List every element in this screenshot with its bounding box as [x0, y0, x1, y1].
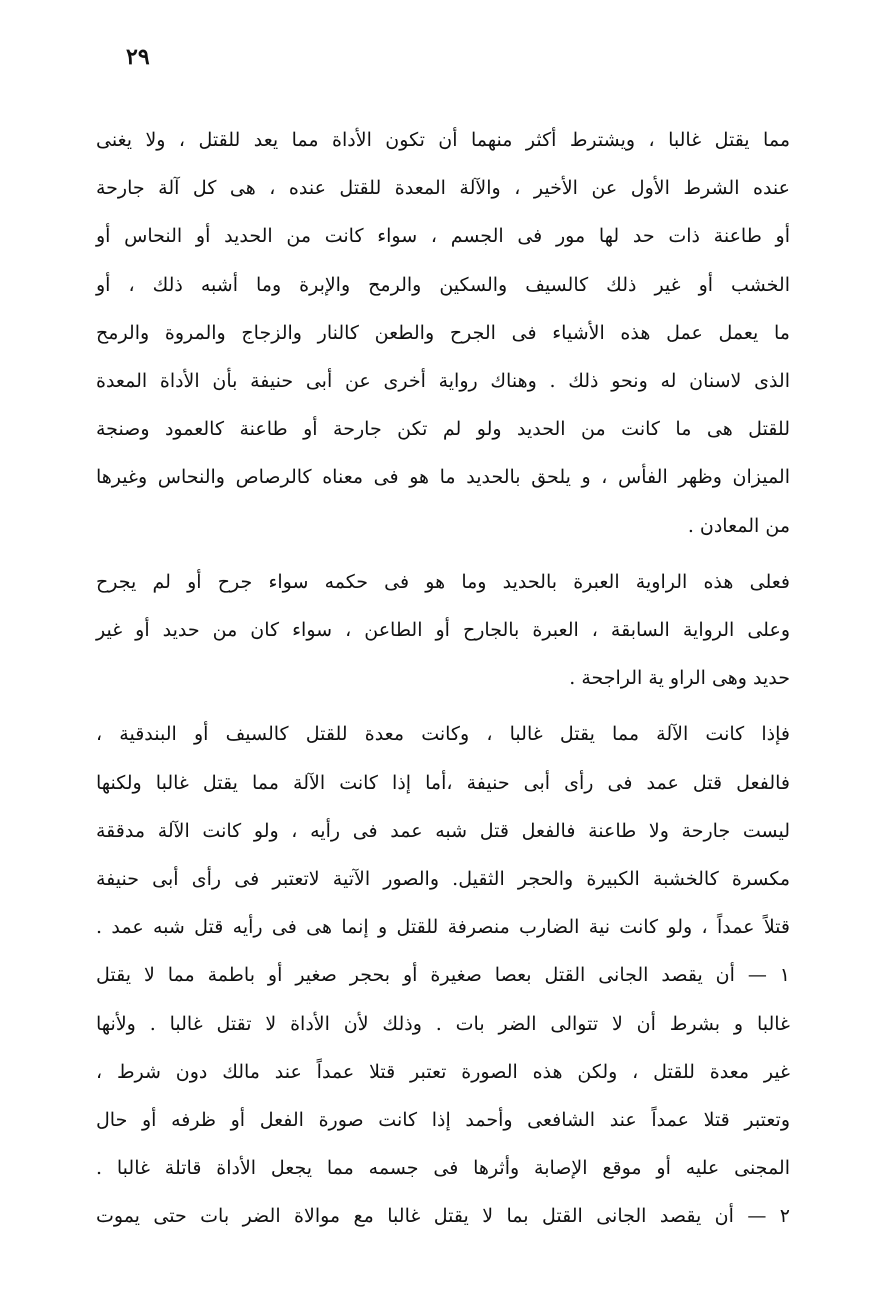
body-text [96, 116, 790, 1241]
page-number: ٢٩ [126, 44, 150, 70]
text-line: للقتل هى ما كانت من الحديد ولو لم تكن جارحة أو طاعنة كالعمود وصنجة [96, 418, 790, 441]
text-line: غالبا و بشرط أن لا تتوالى الضر بات . وذلك لأن الأداة لا تقتل غالبا . ولأنها [96, 1012, 790, 1035]
text-line: أو طاعنة ذات حد لها مور فى الجسم ، سواء كانت من الحديد أو النحاس أو [96, 225, 790, 248]
text-line: ٢ — أن يقصد الجانى القتل بما لا يقتل غالبا مع موالاة الضر بات حتى يموت [96, 1205, 790, 1228]
paragraph-3 [96, 710, 790, 951]
text-line: ١ — أن يقصد الجانى القتل بعصا صغيرة أو بحجر صغير أو باطمة مما لا يقتل [96, 964, 790, 987]
text-line: ليست جارحة ولا طاعنة فالفعل قتل شبه عمد فى رأيه ، ولو كانت الآلة مدققة [96, 819, 790, 842]
text-line: المجنى عليه أو موقع الإصابة وأثرها فى جسمه مما يجعل الأداة قاتلة غالبا . [96, 1157, 790, 1180]
text-line: الميزان وظهر الفأس ، و يلحق بالحديد ما هو فى معناه كالرصاص والنحاس وغيرها [96, 466, 790, 489]
text-line: من المعادن . [687, 514, 790, 537]
text-line: مما يقتل غالبا ، ويشترط أكثر منهما أن تكون الأداة مما يعد للقتل ، ولا يغنى [96, 129, 790, 151]
paragraph-2 [96, 558, 790, 703]
text-line: فالفعل قتل عمد فى رأى أبى حنيفة ،أما إذا كانت الآلة مما يقتل غالبا ولكنها [96, 771, 790, 794]
text-line: عنده الشرط الأول عن الأخير ، والآلة المعدة للقتل عنده ، هى كل آلة جارحة [96, 177, 790, 200]
paragraph-1 [96, 116, 790, 550]
paragraph-5 [96, 1192, 790, 1240]
text-line: حديد وهى الراو ية الراجحة . [569, 667, 790, 690]
text-line: الذى لاسنان له ونحو ذلك . وهناك رواية أخرى عن أبى حنيفة بأن الأداة المعدة [96, 370, 790, 393]
text-line: وتعتبر قتلا عمداً عند الشافعى وأحمد إذا كانت صورة الفعل أو ظرفه أو حال [96, 1109, 790, 1132]
text-line: ما يعمل عمل هذه الأشياء فى الجرح والطعن كالنار والزجاج والمروة والرمح [96, 321, 790, 344]
text-line: قتلاً عمداً ، ولو كانت نية الضارب منصرفة للقتل و إنما هى فى رأيه قتل شبه عمد . [96, 916, 790, 939]
text-line: فعلى هذه الراوية العبرة بالحديد وما هو فى حكمه سواء جرح أو لم يجرح [96, 570, 790, 593]
text-line: غير معدة للقتل ، ولكن هذه الصورة تعتبر قتلا عمداً عند مالك دون شرط ، [96, 1060, 790, 1083]
text-line: الخشب أو غير ذلك كالسيف والسكين والرمح والإبرة وما أشبه ذلك ، أو [96, 273, 790, 296]
paragraph-4 [96, 951, 790, 1192]
text-line: وعلى الرواية السابقة ، العبرة بالجارح أو الطاعن ، سواء كان من حديد أو غير [96, 619, 790, 642]
text-line: فإذا كانت الآلة مما يقتل غالبا ، وكانت معدة للقتل كالسيف أو البندقية ، [96, 723, 790, 746]
text-line: مكسرة كالخشبة الكبيرة والحجر الثقيل. والصور الآتية لاتعتبر فى رأى أبى حنيفة [96, 868, 790, 891]
